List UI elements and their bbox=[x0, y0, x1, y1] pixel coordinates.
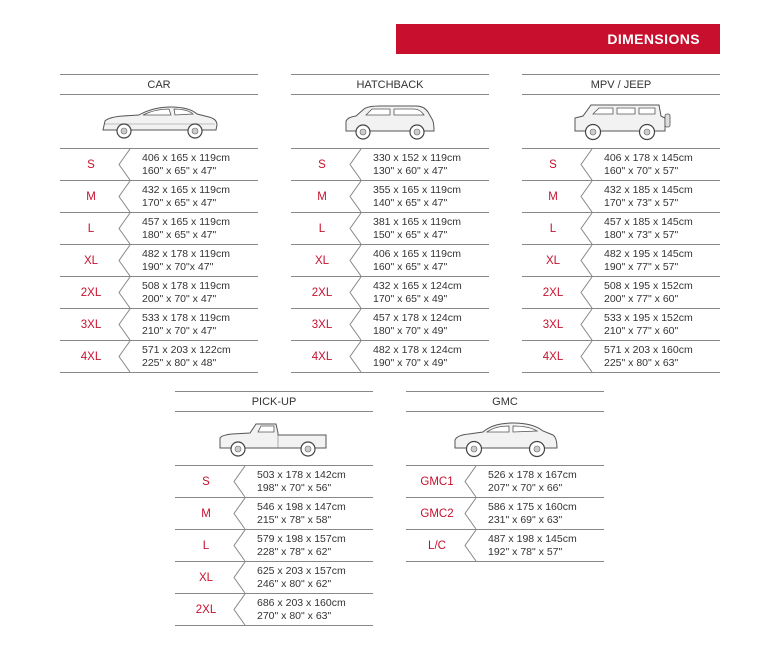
row-divider bbox=[580, 341, 594, 372]
metric-dimensions: 406 x 165 x 119cm bbox=[373, 248, 461, 260]
imperial-dimensions: 210" x 77" x 60" bbox=[604, 324, 679, 337]
metric-dimensions: 482 x 178 x 119cm bbox=[142, 248, 230, 260]
table-row bbox=[60, 245, 258, 277]
table-row bbox=[291, 181, 489, 213]
coupe-car-icon bbox=[60, 95, 258, 148]
pickup-size-table bbox=[175, 391, 373, 626]
metric-dimensions: 482 x 178 x 124cm bbox=[373, 344, 462, 356]
hatchback-car-icon bbox=[291, 95, 489, 148]
dimension-values bbox=[604, 149, 693, 180]
table-row bbox=[175, 562, 373, 594]
table-row bbox=[291, 149, 489, 181]
size-label: L bbox=[87, 222, 95, 235]
imperial-dimensions: 192" x 78" x 57" bbox=[488, 545, 563, 558]
imperial-dimensions: 160" x 65" x 47" bbox=[142, 164, 217, 177]
metric-dimensions: 625 x 203 x 157cm bbox=[257, 565, 346, 577]
table-row bbox=[291, 213, 489, 245]
imperial-dimensions: 170" x 65" x 47" bbox=[142, 196, 217, 209]
metric-dimensions: 432 x 185 x 145cm bbox=[604, 184, 693, 196]
dimension-values bbox=[142, 213, 230, 244]
imperial-dimensions: 225" x 80" x 63" bbox=[604, 356, 679, 369]
imperial-dimensions: 200" x 70" x 47" bbox=[142, 292, 217, 305]
imperial-dimensions: 215" x 78" x 58" bbox=[257, 513, 332, 526]
table-row bbox=[60, 149, 258, 181]
size-label: L bbox=[549, 222, 557, 235]
metric-dimensions: 508 x 195 x 152cm bbox=[604, 280, 693, 292]
pickup-truck-icon bbox=[175, 412, 373, 465]
mpv-jeep-size-table bbox=[522, 74, 720, 373]
dimension-values bbox=[604, 277, 693, 308]
dimension-values bbox=[373, 245, 461, 276]
metric-dimensions: 406 x 165 x 119cm bbox=[142, 152, 230, 164]
size-label: L/C bbox=[428, 539, 446, 552]
table-row bbox=[522, 245, 720, 277]
imperial-dimensions: 207" x 70" x 66" bbox=[488, 481, 563, 494]
row-divider bbox=[233, 594, 247, 625]
metric-dimensions: 579 x 198 x 157cm bbox=[257, 533, 346, 545]
imperial-dimensions: 160" x 65" x 47" bbox=[373, 260, 448, 273]
dimensions-banner: DIMENSIONS bbox=[396, 24, 720, 54]
dimension-values bbox=[488, 530, 577, 561]
table-row bbox=[60, 181, 258, 213]
dimension-values bbox=[373, 213, 461, 244]
row-divider bbox=[233, 498, 247, 529]
dimension-values bbox=[142, 245, 230, 276]
size-label: 2XL bbox=[80, 286, 102, 299]
table-row bbox=[522, 149, 720, 181]
imperial-dimensions: 190" x 70"x 47" bbox=[142, 260, 214, 273]
row-divider bbox=[349, 309, 363, 340]
imperial-dimensions: 190" x 77" x 57" bbox=[604, 260, 679, 273]
table-row bbox=[522, 309, 720, 341]
row-divider bbox=[464, 530, 478, 561]
table-row bbox=[175, 594, 373, 626]
size-label: 2XL bbox=[311, 286, 333, 299]
row-divider bbox=[349, 149, 363, 180]
dimension-values bbox=[373, 149, 461, 180]
table-title: GMC bbox=[406, 391, 604, 412]
size-label: S bbox=[87, 158, 95, 171]
metric-dimensions: 482 x 195 x 145cm bbox=[604, 248, 693, 260]
table-row bbox=[522, 277, 720, 309]
dimension-values bbox=[373, 341, 462, 372]
size-label: GMC1 bbox=[420, 475, 454, 488]
metric-dimensions: 686 x 203 x 160cm bbox=[257, 597, 346, 609]
table-row bbox=[60, 309, 258, 341]
row-divider bbox=[118, 277, 132, 308]
table-row bbox=[406, 530, 604, 562]
dimension-values bbox=[142, 341, 231, 372]
size-label: M bbox=[86, 190, 96, 203]
size-label: XL bbox=[545, 254, 561, 267]
dimension-values bbox=[257, 562, 346, 593]
table-row bbox=[175, 530, 373, 562]
size-label: XL bbox=[83, 254, 99, 267]
metric-dimensions: 533 x 178 x 119cm bbox=[142, 312, 230, 324]
car-size-table bbox=[60, 74, 258, 373]
table-row bbox=[60, 213, 258, 245]
row-divider bbox=[118, 181, 132, 212]
size-label: 3XL bbox=[311, 318, 333, 331]
table-row bbox=[175, 498, 373, 530]
metric-dimensions: 571 x 203 x 122cm bbox=[142, 344, 231, 356]
table-row bbox=[522, 341, 720, 373]
row-divider bbox=[580, 181, 594, 212]
metric-dimensions: 457 x 165 x 119cm bbox=[142, 216, 230, 228]
imperial-dimensions: 210" x 70" x 47" bbox=[142, 324, 217, 337]
dimension-values bbox=[604, 213, 693, 244]
size-label: L bbox=[202, 539, 210, 552]
metric-dimensions: 432 x 165 x 119cm bbox=[142, 184, 230, 196]
row-divider bbox=[233, 562, 247, 593]
size-label: L bbox=[318, 222, 326, 235]
size-label: M bbox=[201, 507, 211, 520]
dimension-values bbox=[257, 594, 346, 625]
table-rows bbox=[406, 465, 604, 562]
size-label: 3XL bbox=[542, 318, 564, 331]
row-divider bbox=[464, 498, 478, 529]
gmc-size-table bbox=[406, 391, 604, 562]
metric-dimensions: 571 x 203 x 160cm bbox=[604, 344, 693, 356]
imperial-dimensions: 130" x 60" x 47" bbox=[373, 164, 448, 177]
dimension-values bbox=[142, 277, 230, 308]
dimension-values bbox=[257, 530, 346, 561]
row-divider bbox=[349, 181, 363, 212]
dimension-values bbox=[604, 181, 693, 212]
row-divider bbox=[349, 277, 363, 308]
metric-dimensions: 487 x 198 x 145cm bbox=[488, 533, 577, 545]
size-label: 4XL bbox=[80, 350, 102, 363]
metric-dimensions: 508 x 178 x 119cm bbox=[142, 280, 230, 292]
size-label: XL bbox=[314, 254, 330, 267]
row-divider bbox=[580, 309, 594, 340]
imperial-dimensions: 180" x 70" x 49" bbox=[373, 324, 448, 337]
size-label: 3XL bbox=[80, 318, 102, 331]
table-rows bbox=[175, 465, 373, 626]
row-divider bbox=[118, 245, 132, 276]
table-row bbox=[60, 277, 258, 309]
dimension-values bbox=[373, 309, 462, 340]
row-divider bbox=[118, 213, 132, 244]
table-row bbox=[522, 181, 720, 213]
size-label: S bbox=[202, 475, 210, 488]
table-row bbox=[522, 213, 720, 245]
imperial-dimensions: 231" x 69" x 63" bbox=[488, 513, 563, 526]
table-title: HATCHBACK bbox=[291, 74, 489, 95]
table-title: CAR bbox=[60, 74, 258, 95]
table-row bbox=[175, 466, 373, 498]
size-label: S bbox=[549, 158, 557, 171]
jeep-suv-icon bbox=[522, 95, 720, 148]
size-label: M bbox=[317, 190, 327, 203]
metric-dimensions: 526 x 178 x 167cm bbox=[488, 469, 577, 481]
imperial-dimensions: 198" x 70" x 56" bbox=[257, 481, 332, 494]
row-divider bbox=[580, 149, 594, 180]
imperial-dimensions: 228" x 78" x 62" bbox=[257, 545, 332, 558]
dimension-values bbox=[142, 309, 230, 340]
imperial-dimensions: 225" x 80" x 48" bbox=[142, 356, 217, 369]
metric-dimensions: 503 x 178 x 142cm bbox=[257, 469, 346, 481]
size-label: GMC2 bbox=[420, 507, 454, 520]
table-rows bbox=[60, 148, 258, 373]
table-title: PICK-UP bbox=[175, 391, 373, 412]
metric-dimensions: 406 x 178 x 145cm bbox=[604, 152, 693, 164]
hatchback-size-table bbox=[291, 74, 489, 373]
row-divider bbox=[580, 245, 594, 276]
table-row bbox=[291, 277, 489, 309]
dimension-values bbox=[488, 498, 577, 529]
metric-dimensions: 586 x 175 x 160cm bbox=[488, 501, 577, 513]
metric-dimensions: 457 x 185 x 145cm bbox=[604, 216, 693, 228]
size-label: 2XL bbox=[542, 286, 564, 299]
metric-dimensions: 432 x 165 x 124cm bbox=[373, 280, 462, 292]
size-label: 4XL bbox=[542, 350, 564, 363]
table-row bbox=[291, 341, 489, 373]
imperial-dimensions: 270" x 80" x 63" bbox=[257, 609, 332, 622]
imperial-dimensions: 170" x 65" x 49" bbox=[373, 292, 448, 305]
row-divider bbox=[233, 530, 247, 561]
table-row bbox=[406, 498, 604, 530]
table-rows bbox=[522, 148, 720, 373]
size-label: M bbox=[548, 190, 558, 203]
imperial-dimensions: 140" x 65" x 47" bbox=[373, 196, 448, 209]
metric-dimensions: 457 x 178 x 124cm bbox=[373, 312, 462, 324]
metric-dimensions: 546 x 198 x 147cm bbox=[257, 501, 346, 513]
size-label: 4XL bbox=[311, 350, 333, 363]
imperial-dimensions: 190" x 70" x 49" bbox=[373, 356, 448, 369]
dimension-values bbox=[142, 181, 230, 212]
size-label: 2XL bbox=[195, 603, 217, 616]
table-row bbox=[291, 245, 489, 277]
table-rows bbox=[291, 148, 489, 373]
row-divider bbox=[349, 341, 363, 372]
row-divider bbox=[118, 149, 132, 180]
size-label: XL bbox=[198, 571, 214, 584]
row-divider bbox=[118, 309, 132, 340]
dimension-values bbox=[604, 245, 693, 276]
row-divider bbox=[349, 245, 363, 276]
crossover-suv-icon bbox=[406, 412, 604, 465]
size-label: S bbox=[318, 158, 326, 171]
imperial-dimensions: 170" x 73" x 57" bbox=[604, 196, 679, 209]
metric-dimensions: 355 x 165 x 119cm bbox=[373, 184, 461, 196]
imperial-dimensions: 180" x 73" x 57" bbox=[604, 228, 679, 241]
imperial-dimensions: 200" x 77" x 60" bbox=[604, 292, 679, 305]
dimension-values bbox=[373, 277, 462, 308]
row-divider bbox=[118, 341, 132, 372]
dimension-values bbox=[488, 466, 577, 497]
table-row bbox=[60, 341, 258, 373]
row-divider bbox=[233, 466, 247, 497]
table-row bbox=[291, 309, 489, 341]
imperial-dimensions: 160" x 70" x 57" bbox=[604, 164, 679, 177]
imperial-dimensions: 150" x 65" x 47" bbox=[373, 228, 448, 241]
dimension-values bbox=[257, 498, 346, 529]
row-divider bbox=[580, 277, 594, 308]
dimension-values bbox=[142, 149, 230, 180]
imperial-dimensions: 246" x 80" x 62" bbox=[257, 577, 332, 590]
metric-dimensions: 381 x 165 x 119cm bbox=[373, 216, 461, 228]
dimension-values bbox=[604, 309, 693, 340]
table-title: MPV / JEEP bbox=[522, 74, 720, 95]
row-divider bbox=[580, 213, 594, 244]
dimension-values bbox=[373, 181, 461, 212]
row-divider bbox=[464, 466, 478, 497]
imperial-dimensions: 180" x 65" x 47" bbox=[142, 228, 217, 241]
dimension-values bbox=[257, 466, 346, 497]
row-divider bbox=[349, 213, 363, 244]
dimension-values bbox=[604, 341, 693, 372]
metric-dimensions: 330 x 152 x 119cm bbox=[373, 152, 461, 164]
metric-dimensions: 533 x 195 x 152cm bbox=[604, 312, 693, 324]
table-row bbox=[406, 466, 604, 498]
